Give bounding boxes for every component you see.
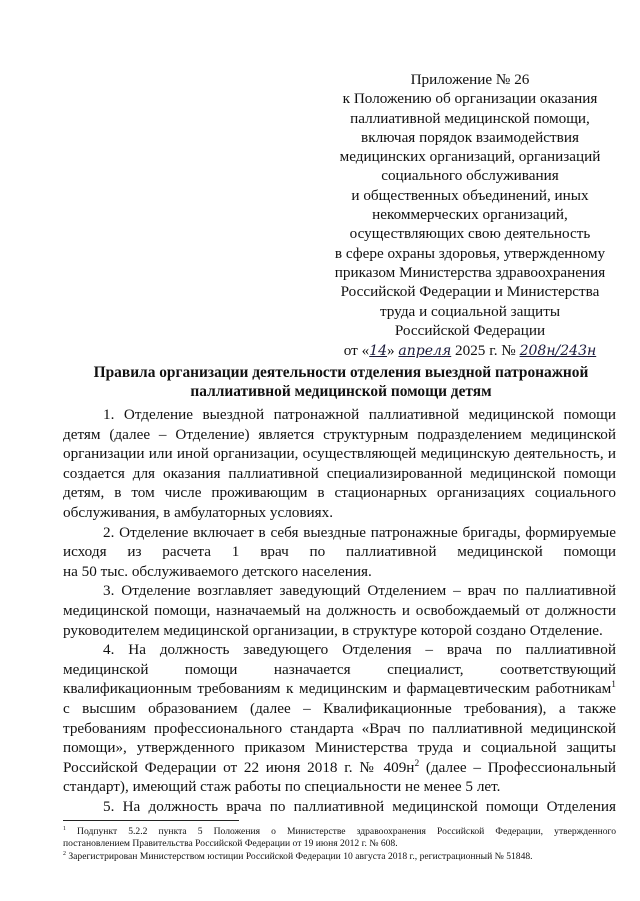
appendix-line: приказом Министерства здравоохранения xyxy=(334,263,606,281)
text-segment: Российской Федерации от 22 июня 2018 г. № 409н xyxy=(63,758,415,776)
appendix-line: включая порядок взаимодействия xyxy=(361,128,579,146)
footnote-mark-1: 1 xyxy=(63,825,66,832)
text-line-with-footnote xyxy=(63,758,616,778)
document-title xyxy=(64,363,618,401)
paragraph-1 xyxy=(63,405,616,523)
order-number-handwritten: 208н/243н xyxy=(519,343,597,360)
document-body xyxy=(63,405,616,816)
text-line-with-footnote xyxy=(63,679,616,699)
text-line: стандарт), имеющий стаж работы по специальности не менее 5 лет. xyxy=(63,778,501,796)
paragraph-3 xyxy=(63,581,616,640)
footnote-1 xyxy=(63,826,616,838)
appendix-line: Приложение № 26 xyxy=(410,71,530,88)
text-line: исходя из расчета 1 врач по паллиативной медицинской помощи xyxy=(63,543,616,561)
date-month-handwritten: апреля xyxy=(398,343,452,360)
paragraph-5 xyxy=(63,797,616,817)
footnote-ref-2: 2 xyxy=(414,758,420,769)
footnote-mark-2: 2 xyxy=(63,850,66,857)
text-line: медицинской помощи, назначаемый на должность и освобождаемый от должности xyxy=(63,601,616,619)
appendix-line: осуществляющих свою деятельность xyxy=(349,225,591,243)
footnote-2 xyxy=(63,851,616,863)
text-line: 4. На должность заведующего Отделения – врача по паллиативной xyxy=(103,641,616,659)
footnotes xyxy=(63,826,616,863)
appendix-line: в сфере охраны здоровья, утвержденному xyxy=(334,244,606,262)
text-line: организации или иной организации, осуществляющей медицинскую деятельность, и xyxy=(63,445,616,463)
appendix-line: паллиативной медицинской помощи, xyxy=(350,109,590,127)
date-prefix: от « xyxy=(343,342,370,360)
order-date-line xyxy=(312,341,628,361)
paragraph-4 xyxy=(63,640,616,797)
footnote-text: Подпункт 5.2.2 пункта 5 Положения о Министерстве здравоохранения Российской Федерации, утвержденного xyxy=(65,826,616,837)
text-line: 3. Отделение возглавляет заведующий Отделением – врач по паллиативной xyxy=(103,582,616,600)
text-line: детям (далее – Отделение) является структурным подразделением медицинской xyxy=(63,425,616,443)
date-day-handwritten: 14 xyxy=(369,343,388,360)
appendix-line: медицинских организаций, организаций xyxy=(339,148,601,166)
text-line: медицинской помощи назначается специалист, соответствующий xyxy=(63,660,616,678)
appendix-line: Российской Федерации xyxy=(394,321,546,339)
footnote-text: Зарегистрирован Министерством юстиции Российской Федерации 10 августа 2018 г., регистрационный № 51848. xyxy=(65,850,533,862)
paragraph-2 xyxy=(63,523,616,582)
text-segment: квалификационным требованиям к медицинским и фармацевтическим работникам xyxy=(63,680,612,698)
text-line: руководителем медицинской организации, в структуре которой создано Отделение. xyxy=(63,621,603,639)
text-line: требованиям профессионального стандарта «Врач по паллиативной медицинской xyxy=(63,719,616,737)
text-line: на 50 тыс. обслуживаемого детского населения. xyxy=(63,562,372,580)
appendix-line: некоммерческих организаций, xyxy=(372,206,568,224)
text-line: 1. Отделение выездной патронажной паллиативной медицинской помощи xyxy=(103,406,616,423)
appendix-line: социального обслуживания xyxy=(381,167,559,185)
date-mid: » xyxy=(387,342,395,360)
text-line: с высшим образованием (далее – Квалификационные требования), а также xyxy=(63,699,616,717)
text-line: помощи», утвержденного приказом Министерства труда и социальной защиты xyxy=(63,739,616,757)
footnote-ref-1: 1 xyxy=(611,680,616,691)
footnote-separator xyxy=(63,820,239,821)
date-year: 2025 г. № xyxy=(455,342,516,360)
appendix-header xyxy=(312,70,628,361)
appendix-line: к Положению об организации оказания xyxy=(342,90,598,108)
title-line: Правила организации деятельности отделения выездной патронажной xyxy=(93,364,589,381)
appendix-line: труда и социальной защиты xyxy=(379,302,561,320)
text-segment: (далее – Профессиональный xyxy=(419,758,616,776)
appendix-line: Российской Федерации и Министерства xyxy=(340,283,600,301)
text-line: 2. Отделение включает в себя выездные патронажные бригады, формируемые xyxy=(103,523,616,541)
text-line: 5. На должность врача по паллиативной медицинской помощи Отделения xyxy=(103,797,616,815)
text-line: создается для оказания паллиативной специализированной медицинской помощи xyxy=(63,464,616,482)
footnote-1-continued: постановлением Правительства Российской Федерации от 19 июня 2012 г. № 608. xyxy=(63,838,398,850)
appendix-line: и общественных объединений, иных xyxy=(351,186,589,204)
title-line: паллиативной медицинской помощи детям xyxy=(190,383,492,400)
text-line: обслуживания, в амбулаторных условиях. xyxy=(63,503,334,521)
text-line: детям, в том числе проживающим в стационарных организациях социального xyxy=(63,484,616,502)
